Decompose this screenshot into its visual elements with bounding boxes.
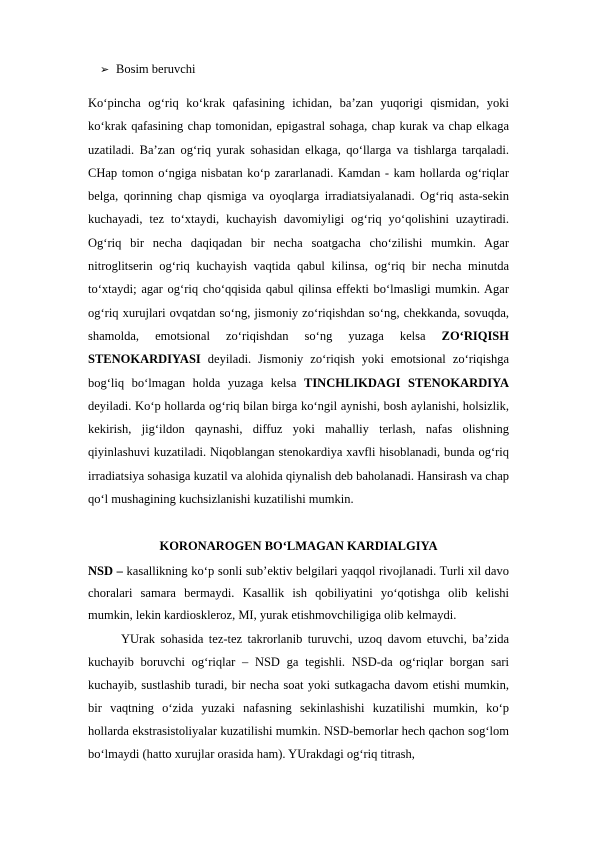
paragraph-nsd-pain [88, 628, 509, 766]
paragraph-nsd-definition [88, 560, 509, 626]
term-exertional-angina: ZO‘RIQISH STENOKARDIYASI [88, 328, 509, 367]
paragraph-text: YUrak sohasida tez-tez takrorlanib turuvchi, uzoq davom etuvchi, ba’zida kuchayib boruvchi og‘riqlar – NSD ga tegishli. NSD-da og‘riqlar borgan sari kuchayib, sustlashib turadi, bir necha soat yoki sutkagacha davom etishi mumkin, bir vaqtning o‘zida yuzaki nafasning sekinlashishi kuzatilishi mumkin, ko‘p hollarda ekstrasistoliyalar kuzatilishi mumkin. NSD-bemorlar hech qachon sog‘lom bo‘lmaydi (hatto xurujlar orasida ham). YUrakdagi og‘riq titrash, [88, 632, 509, 761]
paragraph-text: Ko‘pincha og‘riq ko‘krak qafasining ichidan, ba’zan yuqorigi qismidan, yoki ko‘krak qafasining chap tomonidan, epigastral sohaga, chap kurak va chap elkaga uzatiladi. Ba’zan og‘riq yurak sohasidan elkaga, qo‘llarga va tishlarga tarqaladi. CHap tomon o‘ngiga nisbatan ko‘p zararlanadi. Kamdan - kam hollarda og‘riqlar belga, qorinning chap qismiga va oyoqlarga irradiatsiyalanadi. Og‘riq asta-sekin kuchayadi, tez to‘xtaydi, kuchayish davomiyligi og‘riq yo‘qolishini uzaytiradi. Og‘riq bir necha daqiqadan bir necha soatgacha cho‘zilishi mumkin. Agar nitroglitserin og‘riq kuchayish vaqtida qabul kilinsa, og‘riq bir necha minutda to‘xtaydi; agar og‘riq cho‘qqisida qabul qilinsa effekti bo‘lmasligi mumkin. Agar og‘riq xurujlari ovqatdan so‘ng, jismoniy zo‘riqishdan so‘ng, chekkanda, sovuqda, shamolda, emotsional zo‘riqishdan so‘ng yuzaga kelsa [88, 96, 509, 343]
paragraph-text: deyiladi. Ko‘p hollarda og‘riq bilan birga ko‘ngil aynishi, bosh aylanishi, holsizlik, kekirish, jig‘ildon qaynashi, diffuz yoki mahalliy terlash, nafas olishning qiyinlashuvi kuzatiladi. Niqoblangan stenokardiya xavfli hisoblanadi, bunda og‘riq irradiatsiya sohasiga kuzatil va alohida qiynalish deb baholanadi. Hansirash va chap qo‘l mushagining kuchsizlanishi kuzatilishi mumkin. [88, 398, 509, 507]
paragraph-angina-pain [88, 92, 509, 511]
term-nsd: NSD – [88, 564, 123, 578]
bullet-item [100, 62, 196, 77]
arrow-bullet-icon: ➢ [100, 64, 110, 76]
paragraph-text: deyiladi. Jismoniy zo‘riqish yoki emotsional zo‘riqishga bog‘liq bo‘lmagan holda yuzaga kelsa [88, 352, 509, 390]
bullet-text: Bosim beruvchi [116, 62, 196, 76]
paragraph-text: kasallikning ko‘p sonli sub’ektiv belgilari yaqqol rivojlanadi. Turli xil davo choralari samara bermaydi. Kasallik ish qobiliyatini yo‘qotishga olib kelishi mumkin, lekin kardioskleroz, MI, yurak etishmovchiligiga olib kelmaydi. [88, 564, 509, 622]
term-rest-angina: TINCHLIKDAGI STENOKARDIYA [303, 375, 509, 390]
section-heading: KORONAROGEN BO‘LMAGAN KARDIALGIYA [159, 539, 438, 553]
